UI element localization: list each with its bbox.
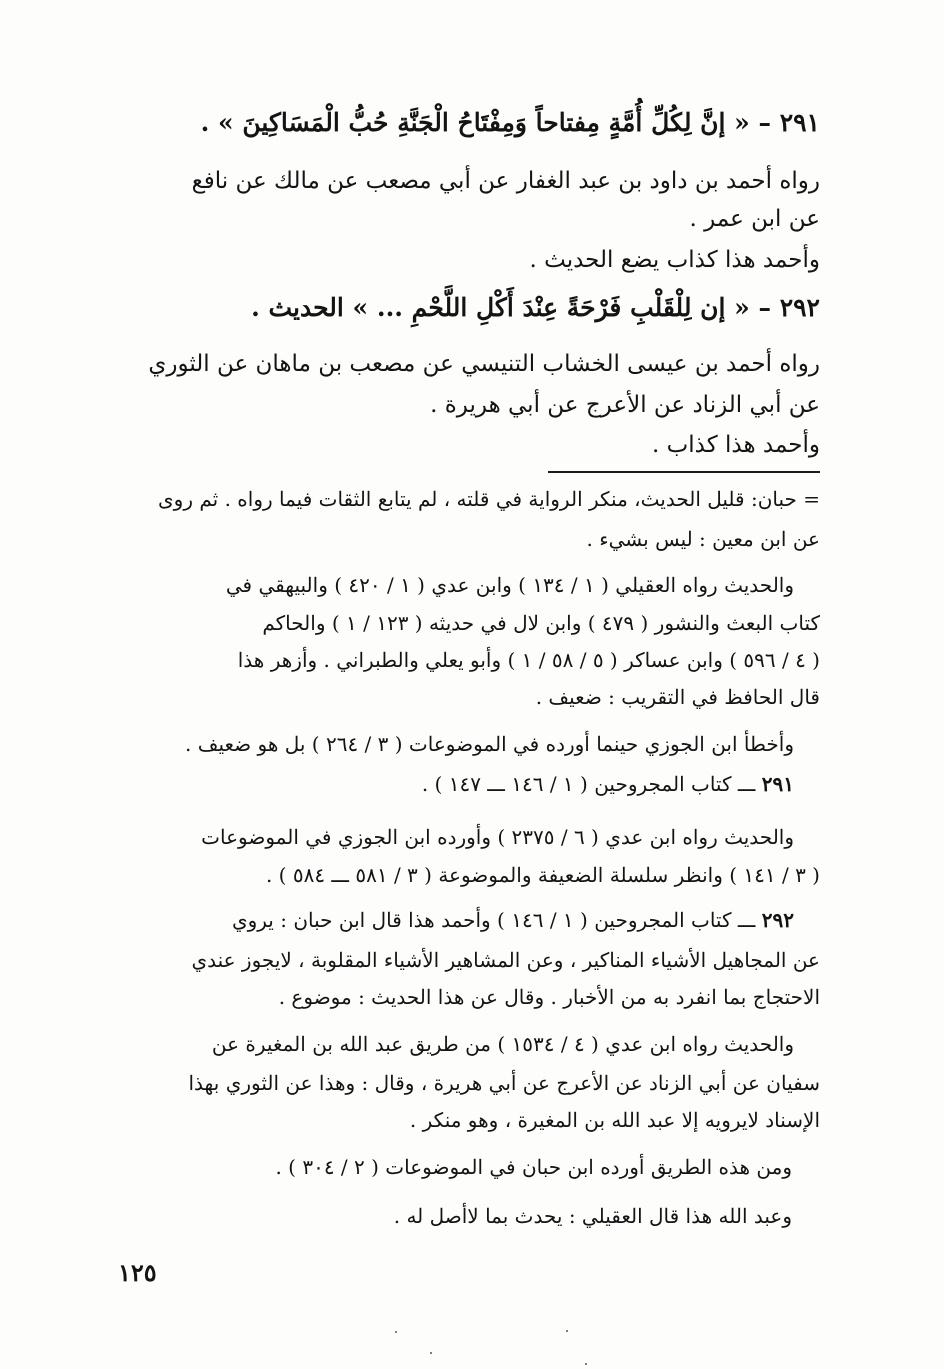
footnote-1-line-2: عن ابن معين : ليس بشيء . bbox=[586, 527, 820, 551]
hadith-292-heading bbox=[251, 293, 820, 323]
hadith-291-line-3: وأحمد هذا كذاب يضع الحديث . bbox=[529, 247, 820, 273]
hadith-number: ٢٩٢ bbox=[779, 293, 820, 322]
footnote-text: ـــ كتاب المجروحين ( ١ / ١٤٦ ) وأحمد هذا قال ابن حبان : يروي bbox=[231, 908, 756, 932]
hadith-292-line-2: عن أبي الزناد عن الأعرج عن أبي هريرة . bbox=[430, 392, 820, 418]
footnote-7-line-3: الإسناد لايرويه إلا عبد الله بن المغيرة ، وهو منكر . bbox=[409, 1108, 820, 1132]
scan-speck bbox=[395, 1331, 397, 1333]
footnote-separator bbox=[548, 471, 820, 473]
footnote-6-line-3: الاحتجاج بما انفرد به من الأخبار . وقال عن هذا الحديث : موضوع . bbox=[278, 985, 820, 1009]
hadith-text: – « إن لِلْقَلْبِ فَرْحَةً عِنْدَ أَكْلِ اللَّحْمِ ... » الحديث . bbox=[251, 293, 771, 322]
footnote-2-line-3: ( ٤ / ٥٩٦ ) وابن عساكر ( ٥ / ٥٨ / ١ ) وأبو يعلي والطبراني . وأزهر هذا bbox=[237, 648, 820, 672]
footnote-7-line-1: والحديث رواه ابن عدي ( ٤ / ١٥٣٤ ) من طريق عبد الله بن المغيرة عن bbox=[211, 1032, 794, 1056]
footnote-2-line-1: والحديث رواه العقيلي ( ١ / ١٣٤ ) وابن عدي ( ١ / ٤٢٠ ) والبيهقي في bbox=[225, 573, 794, 597]
hadith-number: ٢٩١ bbox=[779, 108, 820, 137]
footnote-number: ٢٩١ bbox=[761, 772, 794, 796]
footnote-6-line-2: عن المجاهيل الأشياء المناكير ، وعن المشاهير الأشياء المقلوبة ، لايجوز عندي bbox=[191, 948, 820, 972]
footnote-3-line-1: وأخطأ ابن الجوزي حينما أورده في الموضوعات ( ٣ / ٢٦٤ ) بل هو ضعيف . bbox=[185, 732, 794, 756]
hadith-291-line-2: عن ابن عمر . bbox=[689, 206, 820, 232]
page-number: ١٢٥ bbox=[118, 1258, 157, 1287]
footnote-text: ـــ كتاب المجروحين ( ١ / ١٤٦ ـــ ١٤٧ ) . bbox=[421, 772, 756, 796]
scan-speck bbox=[430, 1352, 432, 1354]
hadith-292-line-1: رواه أحمد بن عيسى الخشاب التنيسي عن مصعب بن ماهان عن الثوري bbox=[148, 351, 820, 377]
hadith-291-heading bbox=[201, 108, 820, 138]
footnote-8-line-1: ومن هذه الطريق أورده ابن حبان في الموضوعات ( ٢ / ٣٠٤ ) . bbox=[275, 1155, 792, 1179]
hadith-text: – « إنَّ لِكُلِّ أُمَّةٍ مِفتاحاً وَمِفْتَاحُ الْجَنَّةِ حُبُّ الْمَسَاكِينَ » . bbox=[200, 108, 771, 137]
footnote-2-line-2: كتاب البعث والنشور ( ٤٧٩ ) وابن لال في حديثه ( ١٢٣ / ١ ) والحاكم bbox=[262, 611, 820, 635]
footnote-1-line-1: = حبان: قليل الحديث، منكر الرواية في قلته ، لم يتابع الثقات فيما رواه . ثم روى bbox=[158, 487, 820, 511]
scan-speck bbox=[566, 1330, 568, 1332]
footnote-292-reference bbox=[232, 906, 794, 934]
footnote-2-line-4: قال الحافظ في التقريب : ضعيف . bbox=[535, 685, 820, 709]
footnote-8-line-2: وعبد الله هذا قال العقيلي : يحدث بما لاأصل له . bbox=[393, 1204, 792, 1228]
scan-speck bbox=[585, 1363, 587, 1365]
footnote-7-line-2: سفيان عن أبي الزناد عن الأعرج عن أبي هريرة ، وقال : وهذا عن الثوري بهذا bbox=[188, 1071, 820, 1095]
footnote-number: ٢٩٢ bbox=[761, 908, 794, 932]
hadith-292-line-3: وأحمد هذا كذاب . bbox=[652, 432, 820, 458]
hadith-291-line-1: رواه أحمد بن داود بن عبد الغفار عن أبي مصعب عن مالك عن نافع bbox=[191, 168, 820, 194]
footnote-291-reference bbox=[422, 770, 794, 798]
footnote-5-line-1: والحديث رواه ابن عدي ( ٦ / ٢٣٧٥ ) وأورده ابن الجوزي في الموضوعات bbox=[201, 825, 794, 849]
footnote-5-line-2: ( ٣ / ١٤١ ) وانظر سلسلة الضعيفة والموضوعة ( ٣ / ٥٨١ ـــ ٥٨٤ ) . bbox=[265, 863, 820, 887]
